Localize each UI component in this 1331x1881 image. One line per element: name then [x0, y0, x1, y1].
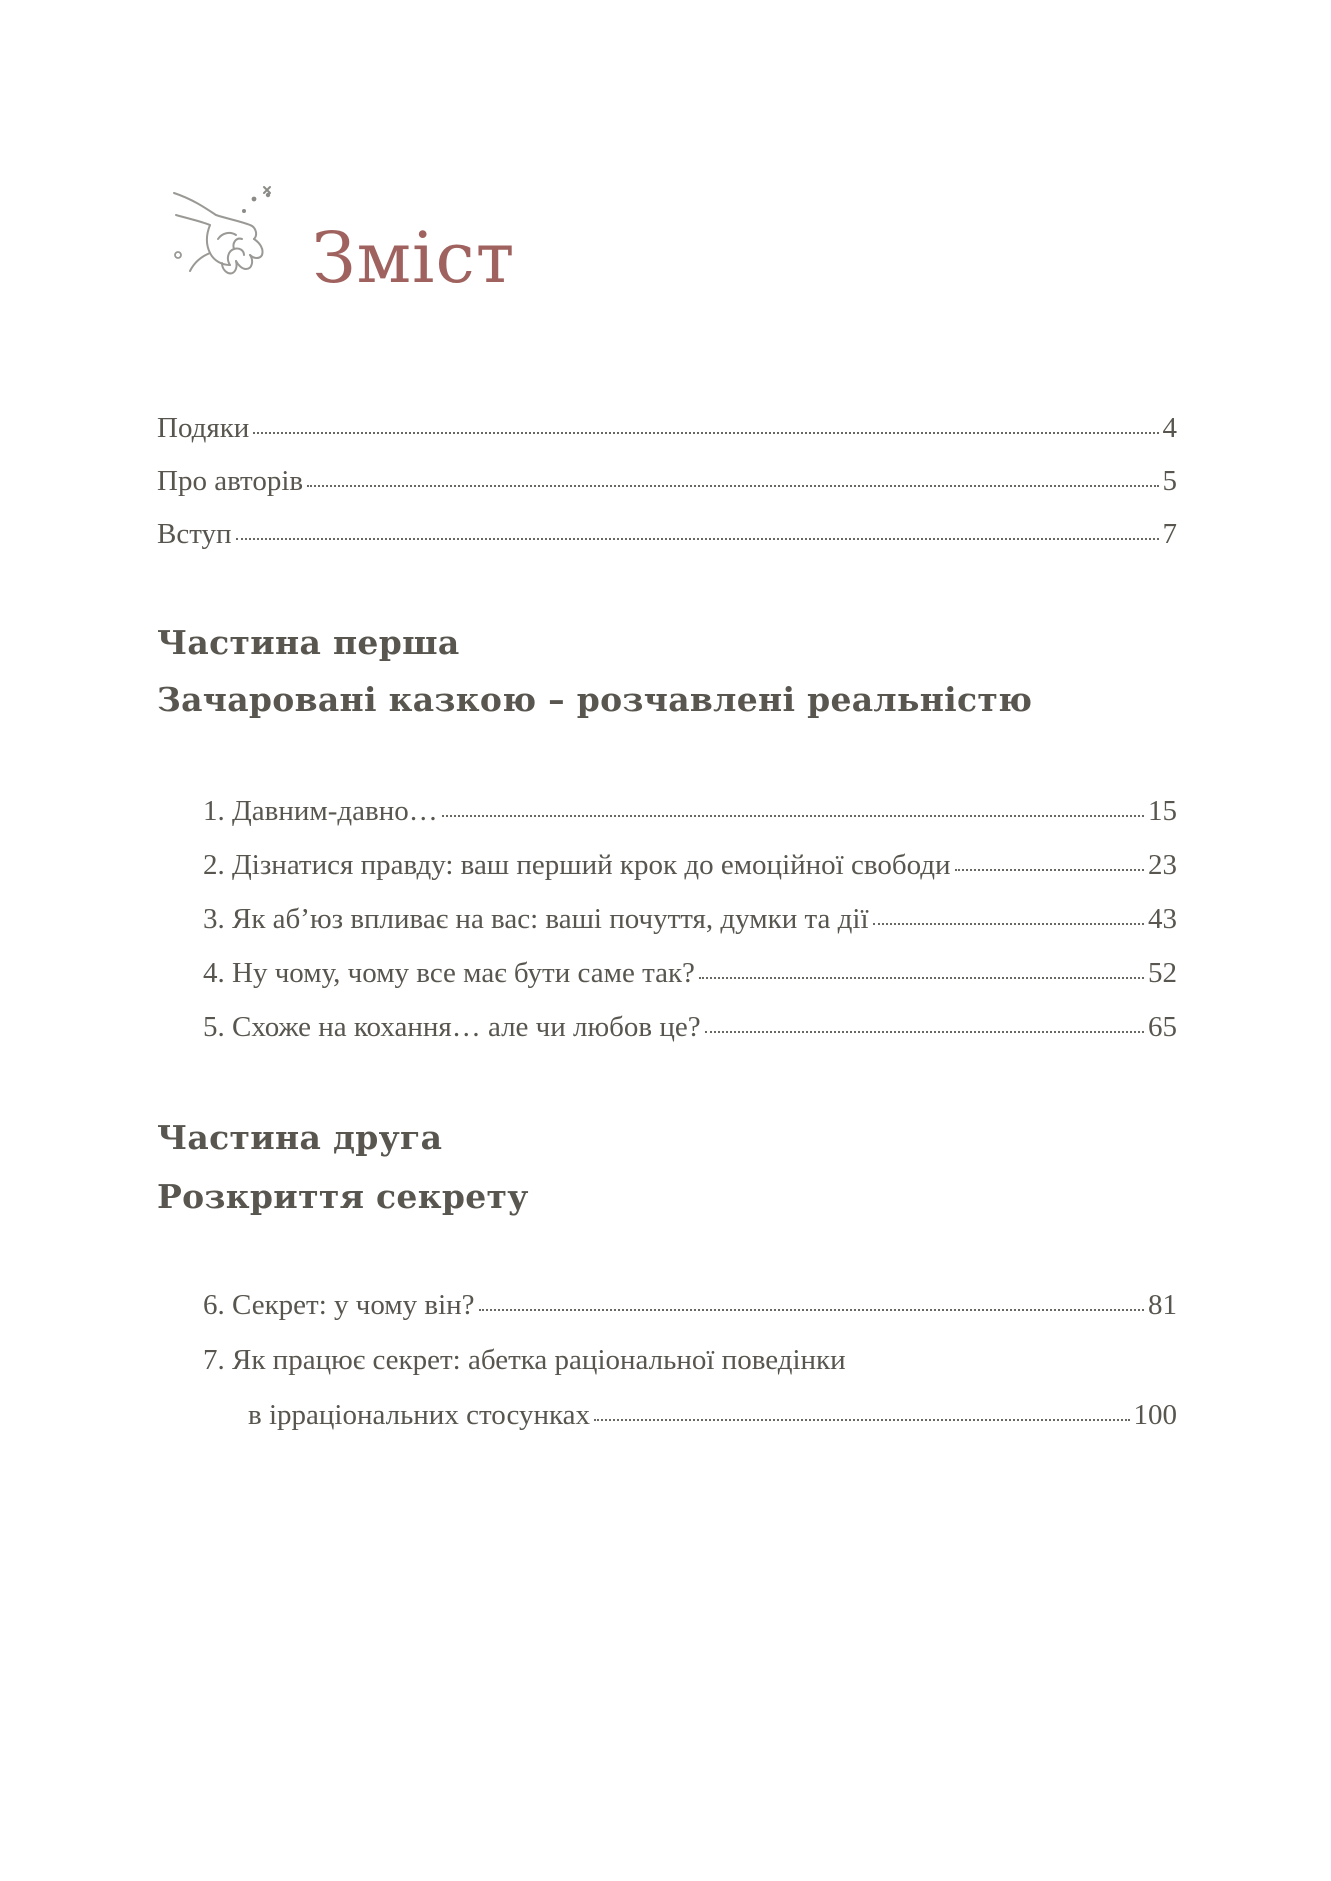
toc-entry-acknowledgements[interactable] [157, 414, 1177, 443]
toc-entry-introduction[interactable] [157, 520, 1177, 549]
dot-leader [955, 869, 1144, 871]
hand-sparkle-icon [170, 185, 282, 295]
toc-entry-chapter-5[interactable] [203, 1013, 1177, 1042]
dot-leader [479, 1309, 1144, 1311]
toc-page-number: 15 [1148, 795, 1177, 827]
toc-entry-label: 5. Схоже на кохання… але чи любов це? [203, 1011, 701, 1043]
toc-entry-chapter-1[interactable] [203, 797, 1177, 826]
part-two-subtitle: Розкриття секрету [157, 1177, 529, 1216]
toc-entry-label: Про авторів [157, 465, 304, 497]
toc-entry-label: Вступ [157, 518, 232, 550]
dot-leader [442, 815, 1144, 817]
toc-page-number: 81 [1148, 1289, 1177, 1321]
toc-entry-chapter-4[interactable] [203, 959, 1177, 988]
dot-leader [873, 923, 1145, 925]
dot-leader [594, 1419, 1130, 1421]
toc-entry-label: 2. Дізнатися правду: ваш перший крок до емоційної свободи [203, 849, 951, 881]
part-one-subtitle: Зачаровані казкою – розчавлені реальністю [157, 680, 1033, 719]
part-two-heading: Частина друга [157, 1118, 443, 1157]
dot-leader [699, 977, 1144, 979]
toc-entry-label: 1. Давним-давно… [203, 795, 438, 827]
toc-entry-label: 4. Ну чому, чому все має бути саме так? [203, 957, 695, 989]
title-block [170, 185, 590, 305]
toc-entry-chapter-3[interactable] [203, 905, 1177, 934]
toc-entry-chapter-7[interactable] [203, 1346, 1177, 1375]
toc-entry-about-authors[interactable] [157, 467, 1177, 496]
toc-page-number: 23 [1148, 849, 1177, 881]
toc-page-number: 65 [1148, 1011, 1177, 1043]
dot-leader [253, 432, 1158, 434]
toc-page-number: 52 [1148, 957, 1177, 989]
toc-entry-label-continuation: в ірраціональних стосунках [248, 1399, 590, 1431]
toc-entry-chapter-6[interactable] [203, 1291, 1177, 1320]
toc-entry-chapter-7-continuation[interactable] [248, 1401, 1177, 1430]
dot-leader [307, 485, 1158, 487]
toc-entry-label: 3. Як аб’юз впливає на вас: ваші почуття, думки та дії [203, 903, 869, 935]
toc-entry-label: 6. Секрет: у чому він? [203, 1289, 475, 1321]
part-one-heading: Частина перша [157, 623, 460, 662]
dot-leader [236, 538, 1159, 540]
toc-entry-label: Подяки [157, 412, 250, 444]
toc-page-number: 4 [1162, 412, 1177, 444]
dot-leader [705, 1031, 1144, 1033]
toc-page-number: 43 [1148, 903, 1177, 935]
toc-entry-label: 7. Як працює секрет: абетка раціональної поведінки [203, 1344, 846, 1376]
page-title: Зміст [312, 217, 516, 299]
toc-entry-chapter-2[interactable] [203, 851, 1177, 880]
toc-page-number: 100 [1133, 1399, 1177, 1431]
toc-page-number: 7 [1162, 518, 1177, 550]
toc-page-number: 5 [1162, 465, 1177, 497]
